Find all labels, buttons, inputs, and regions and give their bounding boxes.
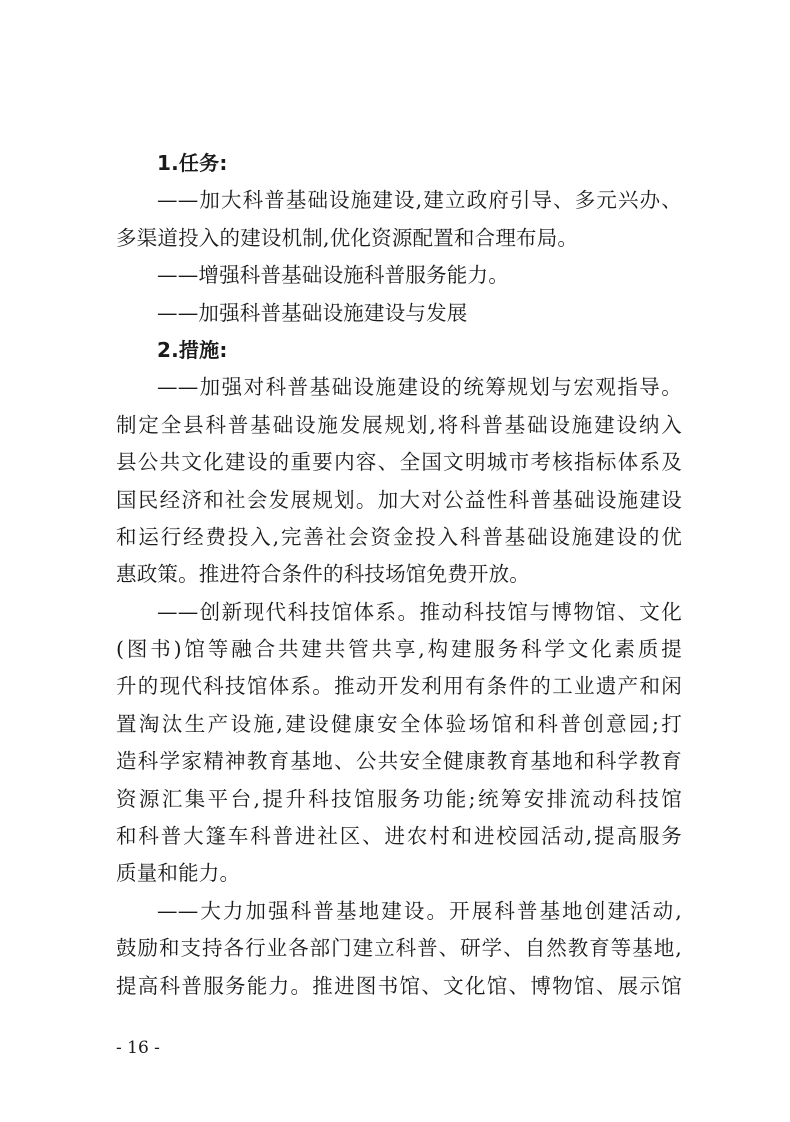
measure-line: 提高科普服务能力。推进图书馆、文化馆、博物馆、展示馆 — [116, 973, 682, 998]
measure-line: (图书)馆等融合共建共管共享,构建服务科学文化素质提 — [116, 637, 682, 662]
page-number: - 16 - — [116, 1038, 160, 1058]
measure-line: 县公共文化建设的重要内容、全国文明城市考核指标体系及 — [116, 450, 682, 475]
measure-line: 升的现代科技馆体系。推动开发利用有条件的工业遗产和闲 — [116, 674, 682, 699]
task-line: ——加强科普基础设施建设与发展 — [157, 300, 468, 325]
heading-tasks: 1.任务: — [157, 151, 228, 175]
measure-line: ——创新现代科技馆体系。推动科技馆与博物馆、文化 — [157, 599, 682, 624]
measure-line: 和科普大篷车科普进社区、进农村和进校园活动,提高服务 — [116, 824, 682, 849]
task-line: ——加大科普基础设施建设,建立政府引导、多元兴办、 — [157, 188, 682, 213]
document-body — [116, 145, 682, 1005]
measure-line: ——大力加强科普基地建设。开展科普基地创建活动, — [157, 898, 682, 923]
measure-line: 置淘汰生产设施,建设健康安全体验场馆和科普创意园;打 — [116, 711, 682, 736]
measure-line: 国民经济和社会发展规划。加大对公益性科普基础设施建设 — [116, 487, 682, 512]
measure-line: 鼓励和支持各行业各部门建立科普、研学、自然教育等基地, — [116, 936, 682, 961]
measure-line: 惠政策。推进符合条件的科技场馆免费开放。 — [116, 562, 530, 587]
measure-line: 资源汇集平台,提升科技馆服务功能;统筹安排流动科技馆 — [116, 786, 682, 811]
task-line: ——增强科普基础设施科普服务能力。 — [157, 263, 509, 288]
measure-line: ——加强对科普基础设施建设的统筹规划与宏观指导。 — [157, 375, 682, 400]
measure-line: 和运行经费投入,完善社会资金投入科普基础设施建设的优 — [116, 524, 682, 549]
measure-line: 造科学家精神教育基地、公共安全健康教育基地和科学教育 — [116, 749, 682, 774]
task-line: 多渠道投入的建设机制,优化资源配置和合理布局。 — [116, 225, 579, 250]
heading-measures: 2.措施: — [157, 337, 228, 362]
measure-line: 质量和能力。 — [116, 861, 241, 886]
measure-line: 制定全县科普基础设施发展规划,将科普基础设施建设纳入 — [116, 412, 682, 437]
